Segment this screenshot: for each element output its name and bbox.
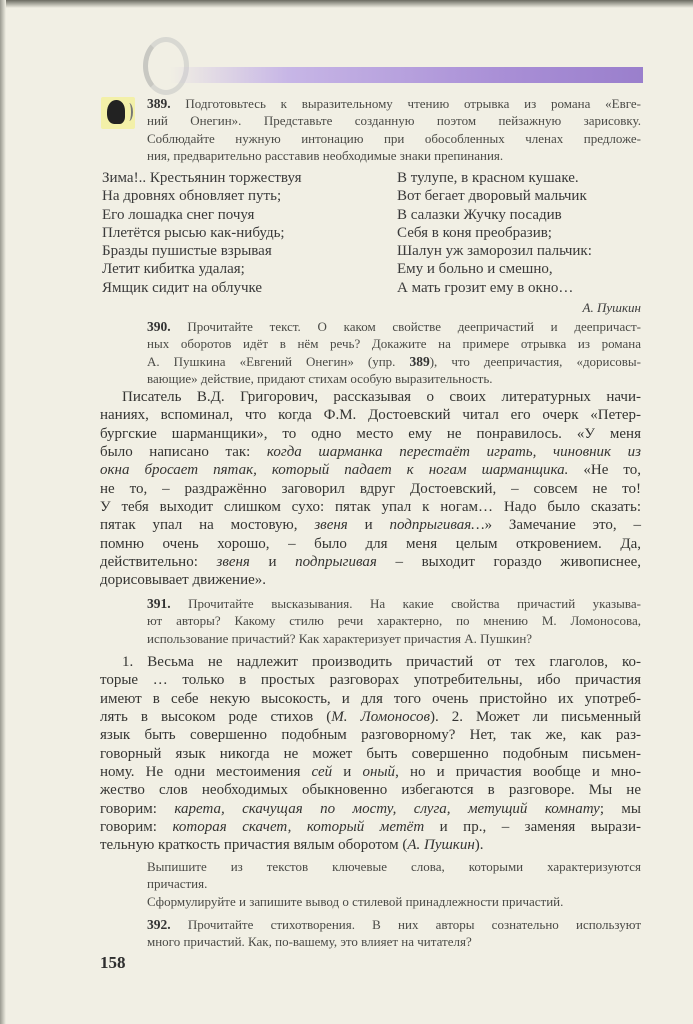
text-line [147,318,641,335]
text-segment: Прочитайте высказывания. На какие свойства причастий указыва- [170,596,641,611]
text-segment: Прочитайте текст. О каком свойстве деепричастий и деепричаст- [170,319,641,334]
text-segment: » Замечание это, – [484,517,641,534]
poem-line: В салазки Жучку посадив [397,206,562,223]
italic-segment: подпрыгивая… [389,517,485,534]
text-segment: и [249,554,296,571]
text-segment: ), что деепричастия, «дорисовы- [429,353,641,369]
italic-segment: оный [362,764,396,781]
bold-segment: 390. [147,319,171,334]
poem-line: Его лошадка снег почуя [102,206,255,223]
header-gradient-band [170,67,643,83]
text-segment: было написано так: [100,444,267,461]
text-line [147,858,641,875]
text-line [100,388,641,406]
text-segment: ний Онегин». Представьте созданную поэтом пейзажную зарисовку. [147,113,641,129]
text-line [147,112,641,129]
text-line [100,425,641,443]
text-segment: говорный язык никогда не может быть совершенно подобным письмен- [100,745,641,762]
text-line [147,595,641,612]
poem-right-column [397,169,592,297]
text-line [147,147,641,164]
text-segment: У тебя выходит слишком сухо: пятак упал к ногам… Надо было сказать: [100,499,641,516]
text-segment: 1. Весьма не надлежит производить причастий от тех глаголов, ко- [122,654,641,670]
text-segment: лять в высоком роде стихов ( [100,709,332,726]
scan-edge-left [0,0,6,1024]
decorative-ring-icon [143,37,189,95]
poem-line: Бразды пушистые взрывая [102,243,272,260]
text-segment: вающие» действие, придают стихам особую выразительность. [147,370,493,386]
text-line [147,916,641,933]
poem-left-column [102,169,302,297]
text-segment: «Не то, [568,462,641,479]
text-segment: ному. Не одни местоимения [100,764,312,781]
text-segment: ют авторы? Какому стилю речи характерно, по мнению М. Ломоносова, [147,613,641,629]
exercise-390 [147,318,641,387]
italic-segment: карета, скачущая по мосту, слуга, метущий комнату [174,800,600,817]
bold-segment: 389. [147,96,171,111]
poem-author: А. Пушкин [582,300,641,315]
exercise-391 [147,595,641,647]
text-segment: Прочитайте стихотворения. В них авторы сознательно используют [170,917,641,932]
exercise-391-text [100,653,641,855]
text-segment: и [332,764,363,781]
text-segment: бургские шарманщики», то одно место ему не понравилось. «У меня [100,425,641,442]
text-segment: ). [474,837,484,854]
text-line [100,708,641,726]
italic-segment: сей [311,764,333,781]
text-segment: говорим: [100,819,173,836]
text-segment: – выходит гораздо живописнее, [376,554,642,571]
text-line [100,818,641,836]
text-line [147,95,641,112]
text-line [100,535,641,553]
text-line [100,726,641,744]
text-segment: Выпишите из текстов ключевые слова, которыми характеризуются [147,859,641,874]
text-segment: , но и причастия вообще и мно- [395,764,642,781]
text-line [147,612,641,629]
text-segment: торые … только в простых разговорах употребительны, ибо причастия [100,672,641,689]
text-segment: ). 2. Может ли письменный [429,709,641,726]
poem-line: Шалун уж заморозил пальчик: [397,243,592,260]
bold-segment: 392. [147,917,171,932]
text-line [100,800,641,818]
text-line [100,671,641,689]
italic-segment: звеня [314,517,348,534]
text-line [100,406,641,424]
text-segment: не то, – раздражённо заговорил вдруг Достоевский, – совсем не то! [100,480,641,497]
text-line [100,781,641,799]
text-line [100,571,641,589]
text-line [100,461,641,479]
text-segment: Подготовьтесь к выразительному чтению отрывка из романа «Евге- [170,96,641,111]
text-segment: наниях, вспоминал, что когда Ф.М. Достоевский читал его очерк «Петер- [100,407,641,424]
text-line [147,933,641,950]
text-line [100,745,641,763]
text-line [147,353,641,370]
italic-segment: подпрыгивая [295,554,377,571]
text-line [147,875,641,892]
poem-line: Зима!.. Крестьянин торжествуя [102,170,302,186]
text-line [100,480,641,498]
text-segment: дорисовывает движение». [100,572,267,589]
text-segment: действительно: [100,554,217,571]
text-segment: ных оборотов идёт в нём речь? Докажите на примере отрывка из романа [147,336,641,352]
text-segment: много причастий. Как, по-вашему, это влияет на читателя? [147,934,472,950]
text-line [147,630,641,647]
text-segment: Соблюдайте нужную интонацию при обособленных членах предложе- [147,130,641,146]
text-segment: причастия. [147,876,208,892]
text-segment: ния, предварительно расставив необходимые знаки препинания. [147,147,504,163]
page-number: 158 [100,953,126,972]
poem-line: В тулупе, в красном кушаке. [397,170,579,186]
text-segment: Писатель В.Д. Григорович, рассказывая о своих литературных начи- [122,389,641,405]
text-segment: использование причастий? Как характеризует причастия А. Пушкин? [147,630,533,646]
text-line [100,763,641,781]
text-line [100,443,641,461]
text-line [147,130,641,147]
text-segment: язык быть совершенно подобным разговорному? Нет, так же, как раз- [100,727,641,744]
poem-line: На дровнях обновляет путь; [102,188,282,205]
italic-segment: М. Ломоносов [331,709,430,726]
text-line [100,653,641,671]
text-segment: жество слов необходимых обыкновенно избегаются в разговоре. Мы не [100,782,641,799]
italic-segment: окна бросает пятак, который падает к ногам шарманщика. [100,462,569,479]
bold-segment: 391. [147,596,171,611]
text-segment: пятак упал на мостовую, [100,517,315,534]
italic-segment: которая скачет, который метёт [172,819,425,836]
poem-line: Плетётся рысью как-нибудь; [102,224,285,241]
text-line [147,370,641,387]
exercise-391-assignments [147,858,641,910]
poem-line: Себя в коня преобразив; [397,224,552,241]
italic-segment: А. Пушкин [407,837,475,854]
text-segment: и [347,517,390,534]
speaking-head-icon [101,97,135,129]
poem-line: Вот бегает дворовый мальчик [397,188,587,205]
poem-line: А мать грозит ему в окно… [397,279,574,296]
poem-line: Ямщик сидит на облучке [102,279,263,296]
text-line [100,498,641,516]
exercise-389 [147,95,641,164]
scan-edge-top [0,0,693,8]
bold-segment: 389 [409,353,430,369]
text-segment: помню очень хорошо, – было для меня целым откровением. Да, [100,535,641,552]
text-segment: Сформулируйте и запишите вывод о стилевой принадлежности причастий. [147,893,564,909]
poem-line: Летит кибитка удалая; [102,261,245,278]
text-line [147,335,641,352]
text-line [100,516,641,534]
text-segment: тельную краткость причастия вялым оборотом ( [100,837,408,854]
text-segment: А. Пушкина «Евгений Онегин» (упр. [147,353,410,369]
text-segment: имеют в себе некую высокость, и для того очень пристойно их употреб- [100,690,641,707]
exercise-392 [147,916,641,951]
exercise-390-text [100,388,641,590]
italic-segment: когда шарманка перестаёт играть, чиновник из [266,444,641,461]
text-segment: ; мы [599,800,641,817]
text-line [147,893,641,910]
text-line [100,690,641,708]
text-line [100,836,641,854]
poem-line: Ему и больно и смешно, [397,261,553,278]
italic-segment: звеня [216,554,250,571]
text-segment: и пр., – заменяя вырази- [424,819,642,836]
text-segment: говорим: [100,800,175,817]
text-line [100,553,641,571]
